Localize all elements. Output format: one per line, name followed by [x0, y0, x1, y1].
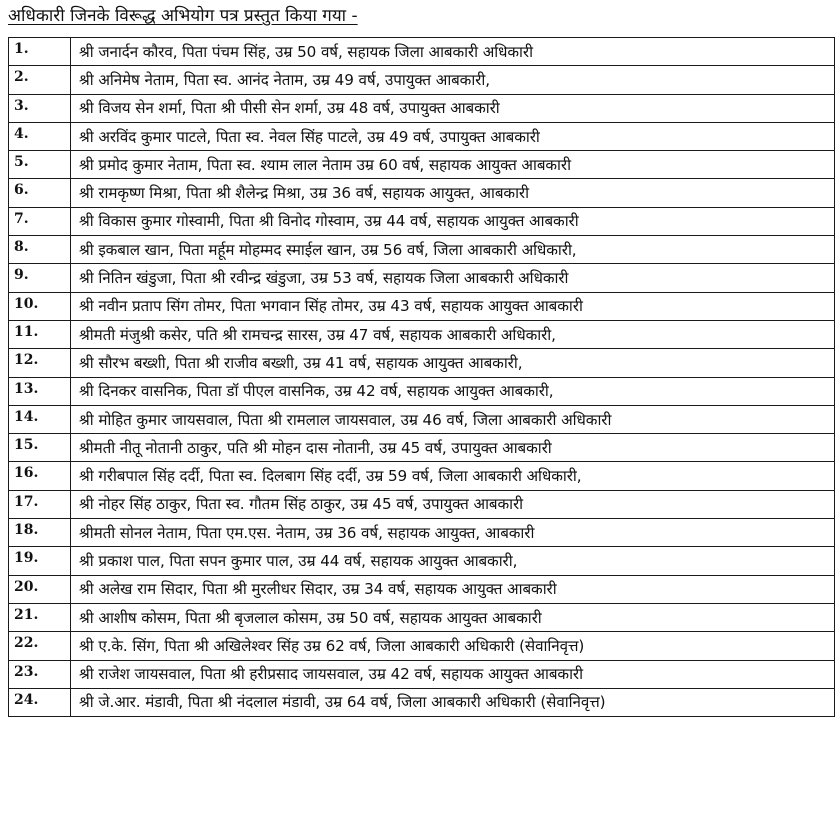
table-row — [9, 575, 835, 603]
row-number: 6. — [9, 179, 71, 207]
table-row — [9, 207, 835, 235]
officer-details: श्री सौरभ बख्शी, पिता श्री राजीव बख्शी, उम्र 41 वर्ष, सहायक आयुक्त आबकारी, — [71, 349, 835, 377]
officer-details: श्री अरविंद कुमार पाटले, पिता स्व. नेवल सिंह पाटले, उम्र 49 वर्ष, उपायुक्त आबकारी — [71, 122, 835, 150]
officer-details: श्री दिनकर वासनिक, पिता डॉ पीएल वासनिक, उम्र 42 वर्ष, सहायक आयुक्त आबकारी, — [71, 377, 835, 405]
row-number: 14. — [9, 405, 71, 433]
row-number: 13. — [9, 377, 71, 405]
table-row — [9, 151, 835, 179]
officer-details: श्री रामकृष्ण मिश्रा, पिता श्री शैलेन्द्र मिश्रा, उम्र 36 वर्ष, सहायक आयुक्त, आबकारी — [71, 179, 835, 207]
row-number: 12. — [9, 349, 71, 377]
table-row — [9, 603, 835, 631]
row-number: 23. — [9, 660, 71, 688]
table-row — [9, 94, 835, 122]
table-row — [9, 462, 835, 490]
row-number: 15. — [9, 434, 71, 462]
row-number: 3. — [9, 94, 71, 122]
table-row — [9, 122, 835, 150]
officer-details: श्री जे.आर. मंडावी, पिता श्री नंदलाल मंडावी, उम्र 64 वर्ष, जिला आबकारी अधिकारी (सेवानिवृत्त) — [71, 688, 835, 716]
row-number: 21. — [9, 603, 71, 631]
officer-details: श्री आशीष कोसम, पिता श्री बृजलाल कोसम, उम्र 50 वर्ष, सहायक आयुक्त आबकारी — [71, 603, 835, 631]
row-number: 1. — [9, 38, 71, 66]
officer-details: श्री नवीन प्रताप सिंग तोमर, पिता भगवान सिंह तोमर, उम्र 43 वर्ष, सहायक आयुक्त आबकारी — [71, 292, 835, 320]
row-number: 10. — [9, 292, 71, 320]
table-row — [9, 660, 835, 688]
row-number: 11. — [9, 320, 71, 348]
table-row — [9, 320, 835, 348]
document-heading: अधिकारी जिनके विरूद्ध अभियोग पत्र प्रस्तुत किया गया - — [8, 6, 358, 26]
row-number: 22. — [9, 632, 71, 660]
officer-details: श्री प्रकाश पाल, पिता सपन कुमार पाल, उम्र 44 वर्ष, सहायक आयुक्त आबकारी, — [71, 547, 835, 575]
officer-details: श्री इकबाल खान, पिता मर्हूम मोहम्मद स्माईल खान, उम्र 56 वर्ष, जिला आबकारी अधिकारी, — [71, 236, 835, 264]
officer-details: श्री गरीबपाल सिंह दर्दी, पिता स्व. दिलबाग सिंह दर्दी, उम्र 59 वर्ष, जिला आबकारी अधिकारी, — [71, 462, 835, 490]
row-number: 16. — [9, 462, 71, 490]
officer-details: श्री अलेख राम सिदार, पिता श्री मुरलीधर सिदार, उम्र 34 वर्ष, सहायक आयुक्त आबकारी — [71, 575, 835, 603]
table-row — [9, 688, 835, 716]
table-row — [9, 349, 835, 377]
officer-details: श्री नितिन खंडुजा, पिता श्री रवीन्द्र खंडुजा, उम्र 53 वर्ष, सहायक जिला आबकारी अधिकारी — [71, 264, 835, 292]
table-row — [9, 547, 835, 575]
row-number: 2. — [9, 66, 71, 94]
table-row — [9, 38, 835, 66]
accused-officers-table — [8, 37, 835, 717]
table-row — [9, 264, 835, 292]
row-number: 9. — [9, 264, 71, 292]
table-row — [9, 66, 835, 94]
row-number: 8. — [9, 236, 71, 264]
row-number: 7. — [9, 207, 71, 235]
table-row — [9, 519, 835, 547]
row-number: 24. — [9, 688, 71, 716]
officer-details: श्रीमती नीतू नोतानी ठाकुर, पति श्री मोहन दास नोतानी, उम्र 45 वर्ष, उपायुक्त आबकारी — [71, 434, 835, 462]
table-row — [9, 292, 835, 320]
table-row — [9, 179, 835, 207]
row-number: 17. — [9, 490, 71, 518]
row-number: 18. — [9, 519, 71, 547]
officer-details: श्री ए.के. सिंग, पिता श्री अखिलेश्वर सिंह उम्र 62 वर्ष, जिला आबकारी अधिकारी (सेवानिवृत्त) — [71, 632, 835, 660]
officer-details: श्री अनिमेष नेताम, पिता स्व. आनंद नेताम, उम्र 49 वर्ष, उपायुक्त आबकारी, — [71, 66, 835, 94]
accused-officers-table-container — [8, 37, 834, 717]
table-row — [9, 236, 835, 264]
officer-details: श्री प्रमोद कुमार नेताम, पिता स्व. श्याम लाल नेताम उम्र 60 वर्ष, सहायक आयुक्त आबकारी — [71, 151, 835, 179]
officer-details: श्री राजेश जायसवाल, पिता श्री हरीप्रसाद जायसवाल, उम्र 42 वर्ष, सहायक आयुक्त आबकारी — [71, 660, 835, 688]
officer-details: श्री विजय सेन शर्मा, पिता श्री पीसी सेन शर्मा, उम्र 48 वर्ष, उपायुक्त आबकारी — [71, 94, 835, 122]
officer-details: श्रीमती मंजुश्री कसेर, पति श्री रामचन्द्र सारस, उम्र 47 वर्ष, सहायक आबकारी अधिकारी, — [71, 320, 835, 348]
row-number: 5. — [9, 151, 71, 179]
table-row — [9, 377, 835, 405]
officer-details: श्री विकास कुमार गोस्वामी, पिता श्री विनोद गोस्वाम, उम्र 44 वर्ष, सहायक आयुक्त आबकारी — [71, 207, 835, 235]
officer-details: श्री जनार्दन कौरव, पिता पंचम सिंह, उम्र 50 वर्ष, सहायक जिला आबकारी अधिकारी — [71, 38, 835, 66]
table-row — [9, 405, 835, 433]
table-row — [9, 632, 835, 660]
table-row — [9, 434, 835, 462]
officer-details: श्री नोहर सिंह ठाकुर, पिता स्व. गौतम सिंह ठाकुर, उम्र 45 वर्ष, उपायुक्त आबकारी — [71, 490, 835, 518]
row-number: 19. — [9, 547, 71, 575]
officer-details: श्रीमती सोनल नेताम, पिता एम.एस. नेताम, उम्र 36 वर्ष, सहायक आयुक्त, आबकारी — [71, 519, 835, 547]
officer-details: श्री मोहित कुमार जायसवाल, पिता श्री रामलाल जायसवाल, उम्र 46 वर्ष, जिला आबकारी अधिकारी — [71, 405, 835, 433]
table-row — [9, 490, 835, 518]
row-number: 20. — [9, 575, 71, 603]
row-number: 4. — [9, 122, 71, 150]
